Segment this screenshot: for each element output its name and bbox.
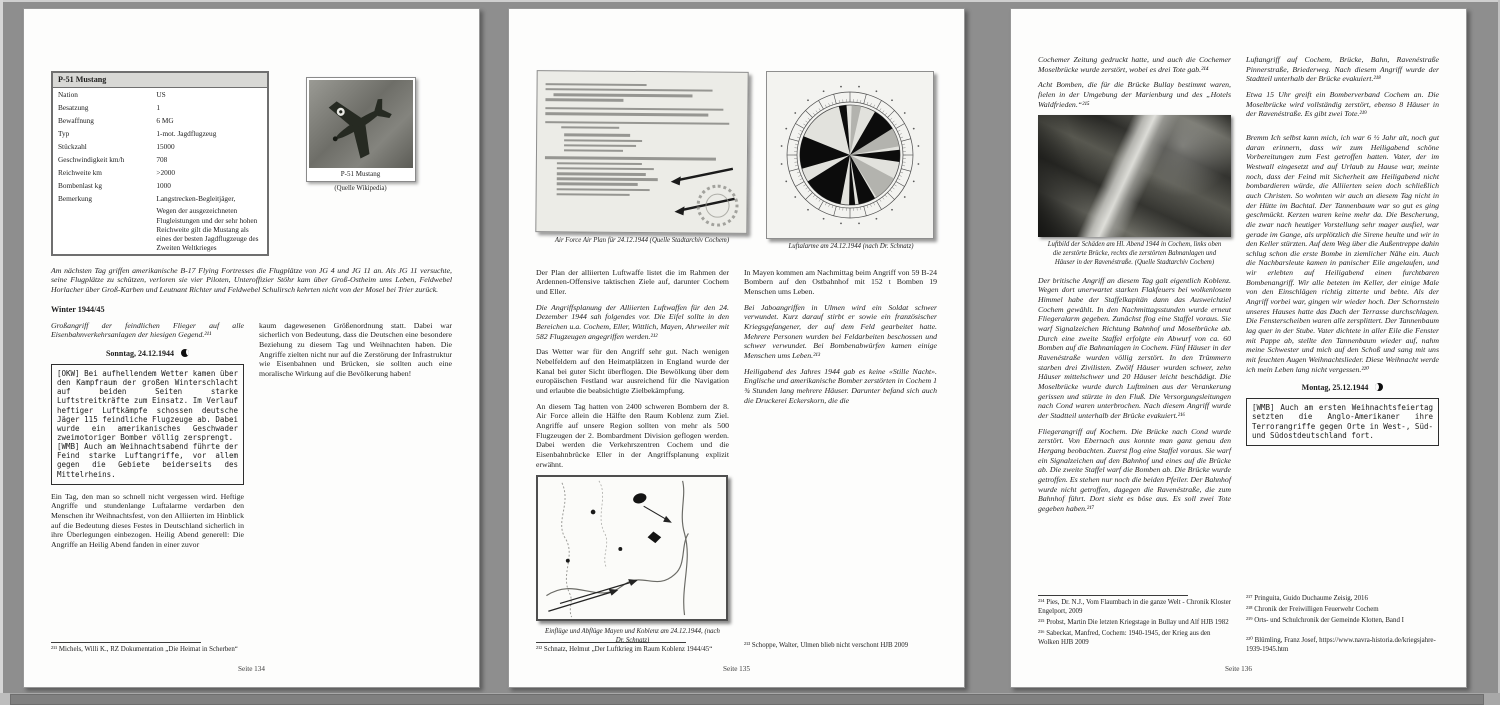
circular-stamp-icon (696, 184, 738, 226)
footnote-block (1038, 595, 1439, 657)
spec-value: 708 (156, 155, 168, 165)
footnote-213: ²¹³ Schoppe, Walter, Ulmen blieb nicht verschont HJB 2009 (744, 642, 909, 650)
footnote-block (536, 642, 937, 657)
document-page-136 (1010, 8, 1467, 688)
spec-label: Stückzahl (58, 142, 87, 152)
spec-label: Typ (58, 129, 70, 139)
date-heading-text: Sonntag, 24.12.1944 (105, 349, 174, 359)
okw-report-box (51, 364, 244, 485)
paragraph-eintag: Ein Tag, den man so schnell nicht vergessen wird. Heftige Angriffe und stundenlange Luftalarme verdarben den Menschen ihr Weihnachtsfest, von den Alliierten im Hinblick auf die Bedeutung dieses Festes in Deutschland sicherlich in ihre Überlegungen einbezogen. Heilig Abend generell: Die Angriffe an Heilig Abend fanden in einer zuvor (51, 491, 244, 550)
paragraph-mayen: In Mayen kommen am Nachmittag beim Angriff von 59 B-24 Bombern auf den Ostbahnhof mit 152 t Bomben 19 Menschen ums Leben. (744, 267, 937, 297)
okw-report-text: [OKW] Bei aufhellendem Wetter kamen über den Kampfraum der großen Winterschlacht auf beiden Seiten starke Luftstreitkräfte zum Einsatz. Im Verlauf heftiger Luftkämpfe schossen deutsche Jäger 115 feindliche Flugzeuge ab. Dabei wurde ein amerikanisches Geschwader zweimotoriger Bomber völlig zersprengt. (57, 369, 238, 443)
footnote-220: ²²⁰ Blümling, Franz Josef, https://www.navra-historia.de/kriegsjahre-1939-1945.htm (1246, 637, 1436, 654)
photo-source: (Quelle Wikipedia) (334, 184, 387, 192)
footnote-212: ²¹² Schnatz, Helmut „Der Luftkrieg im Raum Koblenz 1944/45“ (536, 646, 713, 654)
table-row (52, 153, 268, 166)
spec-label: Bemerkung (58, 194, 93, 204)
footnote-219: ²¹⁹ Orts- und Schulchronik der Gemeinde Klotten, Band I (1246, 617, 1404, 625)
date-heading-text: Montag, 25.12.1944 (1301, 383, 1369, 393)
footnote-216: ²¹⁶ Sabeckat, Manfred, Cochem: 1940-1945, der Krieg aus den Wolken HJB 2009 (1038, 630, 1211, 647)
p51-photo (306, 77, 416, 182)
footnote-214: ²¹⁴ Pies, Dr. N.J., Vom Flaumbach in die ganze Welt - Chronik Kloster Engelport, 2009 (1038, 599, 1231, 616)
map-figure (536, 475, 729, 645)
aerial-photo-caption: Luftbild der Schäden am Hl. Abend 1944 in Cochem, links oben die zerstörte Brücke, rechts die zerstörten Bahnanlagen und Häuser in der Ravenéstraße. (Quelle Stadtarchiv Cochem) (1047, 241, 1222, 266)
spec-label: Bombenlast kg (58, 181, 102, 191)
window-border-top (0, 0, 1500, 2)
spec-value: 6 MG (156, 116, 174, 126)
paragraph-bomben: Acht Bomben, die für die Brücke Bullay bestimmt waren, fielen in der Umgebung der Marienburg und des „Hotels Waldfrieden.“²¹⁵ (1038, 80, 1231, 109)
date-heading (1246, 383, 1439, 393)
table-row (52, 179, 268, 192)
luftalarm-dial-svg (771, 76, 929, 234)
paragraph-etwa: Etwa 15 Uhr greift ein Bomberverband Cochem an. Die Moselbrücke wird vollständig zerstört, ebenso 8 Häuser in der Ravenéstraße. Es gibt zwei Tote.²¹⁹ (1246, 89, 1439, 119)
footnote-218: ²¹⁸ Chronik der Freiwilligen Feuerwehr Cochem (1246, 606, 1379, 614)
wmb-report-text: [WMB] Auch am ersten Weihnachtsfeiertag setzten die Anglo-Amerikaner ihre Terrorangriffe gegen Orte in West-, Süd- und Südostdeutschland fort. (1252, 403, 1433, 440)
footnote-block (51, 642, 452, 657)
aerial-photo (1038, 115, 1231, 237)
paragraph-wetter: Das Wetter war für den Angriff sehr gut. Nach wenigen Nebelfeldern auf den Heimatplätzen in England wurde der Kanal bei guter Sicht überflogen. Die Bewölkung über dem europäischen Festland war ausreichend für die Navigation und erlaubte die beabsichtigte Zielbekämpfung. (536, 347, 729, 396)
moon-phase-icon (1375, 383, 1383, 391)
horizontal-scrollbar[interactable] (0, 693, 1500, 705)
paragraph-continuation: kaum dagewesenen Größenordnung statt. Dabei war sicherlich von Bedeutung, dass die Deutschen eine besondere Beziehung zu diesem Tag und Weihnachten haben. Die Angriffe zielten nicht nur auf die Zerstörung der Infrastruktur wie Eisenbahnen und Brücken, sie sollten auch eine moralische Wirkung auf die Bevölkerung haben! (259, 320, 452, 379)
map-caption: Einflüge und Abflüge Mayen und Koblenz am 24.12.1944, (nach Dr. Schnatz) (545, 627, 720, 644)
p51-photo-image (309, 80, 413, 168)
horizontal-scrollbar-thumb[interactable] (10, 694, 1484, 705)
table-row (52, 127, 268, 140)
p51-spec-table (51, 71, 269, 256)
spec-label: Besatzung (58, 103, 89, 113)
paragraph-plan: Der Plan der alliierten Luftwaffe listet die im Rahmen der Ardennen-Offensive taktischen Ziele auf, darunter Cochem und Eller. (536, 267, 729, 297)
window-border-left (0, 0, 3, 705)
p51-plane-silhouette (309, 80, 409, 168)
footnote-rule (536, 642, 686, 643)
spec-value: 1000 (156, 181, 171, 191)
section-heading: Winter 1944/45 (51, 304, 105, 314)
spec-label: Geschwindigkeit km/h (58, 155, 125, 165)
spec-table-title: P-51 Mustang (52, 72, 268, 88)
table-row (52, 166, 268, 179)
map-image (536, 475, 728, 621)
spec-value: 15000 (156, 142, 175, 152)
table-row (52, 192, 268, 254)
wmb-report-box (1246, 398, 1439, 446)
moon-phase-icon (181, 349, 189, 357)
spec-value: Langstrecken-Begleitjäger, Wegen der ausgezeichneten Flugleistungen und der sehr hohen Reichweite gilt die Mustang als eines der besten Jagdflugzeuge des Zweiten Weltkrieges (156, 194, 259, 252)
paragraph-bremm: Bremm Ich selbst kann mich, ich war 6 ½ Jahr alt, noch gut daran erinnern, dass wir zum Heiligabend schöne Vorbereitungen zum Fest getroffen hatten. Vater, der im Westwall eingesetzt und auf Urlaub zu Hause war, meinte noch, dass der Feind mit Sicherheit am Heiligabend nicht bombardieren würde, die Alliierten seien doch schließlich auch Christen. So wohnten wir auch an diesem Tag nicht in der Hütte im Bachtal. Der Tannenbaum war so gut es ging geschmückt. Kerzen waren keine mehr da. Die Bescherung, die zwar nach heutiger Vorstellung sehr mager ausfiel, war gerade im Gange, als urplötzlich die Sirene heulte und wir in den Keller stürzten. Auf dem Weg über die Außentreppe dahin schlug schon die erste Bombe in ziemlicher Nähe ein. Auch die Nachbarsleute kamen in panischer Eile angelaufen, und wir erlebten auf Heiligabend einen furchtbaren Bombenangriff. Wir alle beteten im Keller, der einige Male von den Einschlägen richtig zitterte und bebte. Als der Angriff vorbei war, gingen wir wieder hoch. Der Schornstein unseres Hauses hatte das Dach der Terrasse durchschlagen. Die Fensterscheiben waren alle zersplittert. Der Tannenbaum lag quer in der Stube. Vater dichtete in aller Eile die Fenster mit Pappe ab, stellte den Tannenbaum wieder auf, nahm meine Schwester und mich auf den Schoß und sang mit uns mit feuchten Augen Weihnachtslieder. Diese Weihnacht werde ich mein Leben lang nicht vergessen.²²⁰ (1246, 132, 1439, 374)
paragraph-planung: Die Angriffsplanung der Alliierten Luftwaffen für den 24. Dezember 1944 sah folgendes vor. Die Eifel sollte in den Bereichen u.a. Cochem, Eller, Wittlich, Mayen, Ahrweiler mit 582 Flugzeugen angegriffen werden.²¹² (536, 302, 729, 341)
spec-label: Nation (58, 90, 78, 100)
scrollbar-corner (0, 693, 10, 705)
spec-value: >2000 (156, 168, 176, 178)
paragraph-tag: An diesem Tag hatten von 2400 schweren Bombern der 8. Air Force allein die Hälfte den Raum Koblenz zum Ziel. Angriffe auf unsere Region sollten von mehr als 500 Flugzeugen der 2. Bombardment Division geflogen werden. Dabei werden die Verkehrszentren Cochem und die Eisenbahnbrücke Eller in der Angriffsplanung explizit erwähnt. (536, 401, 729, 469)
photo-caption: P-51 Mustang (340, 170, 381, 178)
footnote-217: ²¹⁷ Pringuita, Guido Duchaume Zeisig, 2016 (1246, 595, 1368, 603)
paragraph-intro: Am nächsten Tag griffen amerikanische B-17 Flying Fortresses die Flugplätze von JG 4 und JG 11 an. Als JG 11 versuchte, seine Flugplätze zu schützen, verloren sie vier Piloten, Unteroffizier Stöhr kam über Groß-Ostheim ums Leben, Feldwebel Horlacher über Groß-Karben und Leutnant Richter und Feldwebel Schulirsch kehrten nicht von der Mosel bei Trier zurück. (51, 265, 452, 294)
spec-label: Reichweite km (58, 168, 102, 178)
paragraph-flieger: Fliegerangriff auf Kochem. Die Brücke nach Cond wurde zerstört. Von Ebernach aus konnte man ganz genau den Hergang beobachten. Zuerst flog eine Staffel voraus. Sie warf ein Signalzeichen auf den Bahnhof und eines auf die Brücke ab. Die zweite Staffel warf die Bomben ab. Die Brücke wurde getroffen. Es stehen nur noch die beiden Pfeiler. Der Bahnhof wurde nicht getroffen, dagegen die Ravenéstraße, die zum Bahnhof führt. Dort sieht es böse aus. Es soll zwei Tote gegeben haben.²¹⁷ (1038, 426, 1231, 513)
footnote-rule (1038, 595, 1188, 596)
paragraph-heiligabend: Heiligabend des Jahres 1944 gab es keine «Stille Nacht». Englische und amerikanische Bomber zerstörten in Cochem 1 ¾ Stunden lang mehrere Häuser. Darunter befand sich auch die Druckerei Eckerskorn, die die (744, 366, 937, 405)
paragraph-luftangriff: Luftangriff auf Cochem, Brücke, Bahn, Ravenéstraße Pinnerstraße, Briederweg. Nach diesem Angriff wurde der Stadtteil unterhalb der Brücke evakuiert.²¹⁸ (1246, 55, 1439, 84)
document-page-135 (508, 8, 965, 688)
footnote-211: ²¹¹ Michels, Willi K., RZ Dokumentation „Die Heimat in Scherben“ (51, 646, 238, 654)
table-row (52, 140, 268, 153)
date-heading (51, 349, 244, 359)
paragraph-britisch: Der britische Angriff an diesem Tag galt eigentlich Koblenz. Wegen dort unerwartet starken Flakfeuers bei wolkenlosem Himmel habe der Staffelkapitän dann das Ausweichziel Cochem gewählt. In den Nachmittagsstunden wurde erneut Fliegeralarm gegeben. Zunächst flog eine Staffel voraus. Sie warf Signalzeichen Richtung Bahnhof und Moselbrücke ab. Durch eine zweite Staffel erfolgte ein Abwurf von ca. 60 Bomben auf die Bahnanlagen in Cochem. Fünf Häuser in der Ravenéstraße wurden völlig zerstört. In den Trümmern starben drei Zivilisten. Zwölf Häuser wurden schwer, zehn Häuser mittelschwer und 20 Häuser leicht beschädigt. Die Moselbrücke wurde durch Luftminen aus der Verankerung gerissen und stürzte in den Fluß. Die Versorgungsleitungen nach Cond waren unterbrochen. Nach diesem Angriff wurde der Stadtteil unterhalb der Brücke evakuiert.²¹⁶ (1038, 275, 1231, 420)
dial-caption: Luftalarme am 24.12.1944 (nach Dr. Schnatz) (788, 243, 914, 250)
wmb-report-text: [WMB] Auch am Weihnachtsabend führte der Feind starke Luftangriffe, vor allem gegen die Gebiete beiderseits des Mittelrheins. (57, 442, 238, 479)
spec-value: US (156, 90, 166, 100)
table-row (52, 114, 268, 127)
spec-value: 1-mot. Jagdflugzeug (156, 129, 217, 139)
table-row (52, 101, 268, 114)
footnote-215: ²¹⁵ Probst, Martin Die letzten Kriegstage in Bullay und Alf HJB 1982 (1038, 619, 1229, 627)
airplan-scan-image (535, 70, 748, 234)
spec-label: Bewaffnung (58, 116, 94, 126)
page-number: Seite 136 (1225, 665, 1252, 674)
page-number: Seite 134 (238, 665, 265, 674)
spec-value: 1 (156, 103, 161, 113)
luftalarm-dial-figure (766, 71, 934, 239)
paragraph-zeitung: Cochemer Zeitung gedruckt hatte, und auch die Cochemer Moselbrücke wurde zerstört, wobei es drei Tote gab.²¹⁴ (1038, 55, 1231, 74)
page-number: Seite 135 (723, 665, 750, 674)
document-page-134 (23, 8, 480, 688)
footnote-rule (51, 642, 201, 643)
paragraph-ulmen: Bei Jaboangriffen in Ulmen wird ein Soldat schwer verwundet. Kurz darauf stirbt er sowie ein französischer Kriegsgefangener, der auf dem Feld gearbeitet hatte. Mehrere Personen wurden bei Feldarbeiten beschossen und schwer verwundet. Bei Bombenabwürfen kamen einige Menschen ums Leben.²¹³ (744, 302, 937, 361)
paragraph-grossangriff: Großangriff der feindlichen Flieger auf alle Eisenbahnverkehrsanlagen der hiesigen Gegend.²¹¹ (51, 320, 244, 340)
table-row (52, 88, 268, 102)
scan-caption: Air Force Air Plan für 24.12.1944 (Quelle Stadtarchiv Cochem) (554, 237, 730, 244)
